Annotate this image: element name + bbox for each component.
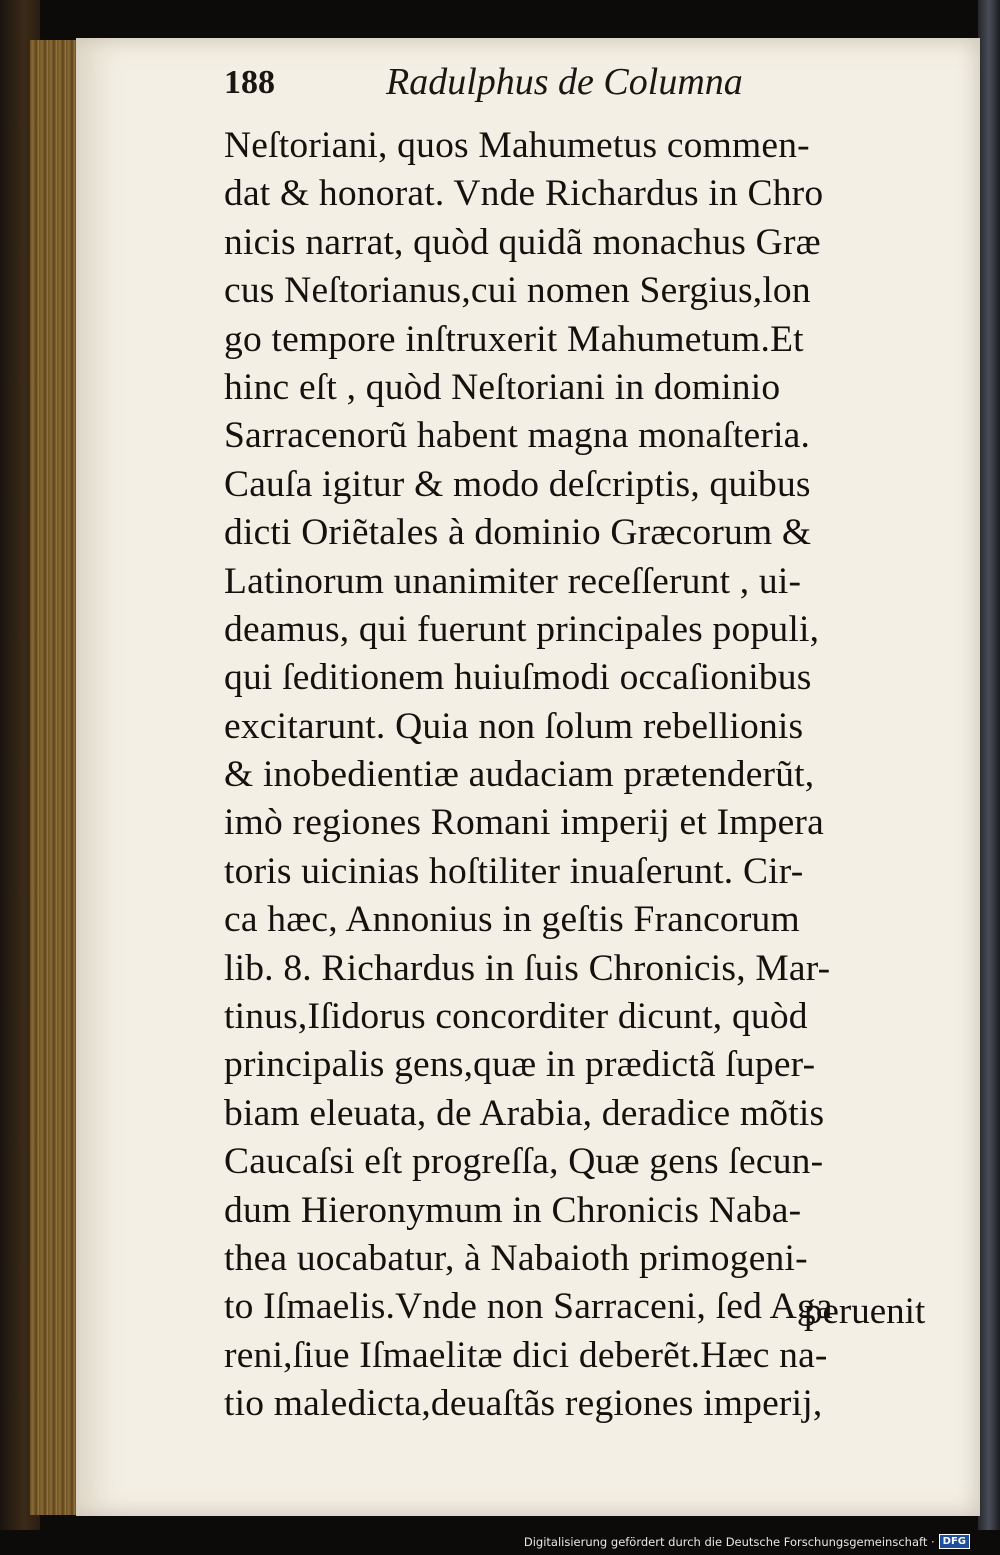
text-line: tio maledicta,deuaſtãs regiones imperij, [224, 1383, 823, 1425]
text-line: toris uicinias hoſtiliter inuaſerunt. Cir- [224, 850, 804, 892]
text-line: reni,ſiue Iſmaelitæ dici deberẽt.Hæc na- [224, 1334, 828, 1376]
catchword: peruenit [804, 1291, 926, 1332]
text-line: Cauſa igitur & modo deſcriptis, quibus [224, 463, 811, 505]
text-line: qui ſeditionem huiuſmodi occaſionibus [224, 657, 812, 699]
text-line: excitarunt. Quia non ſolum rebellionis [224, 705, 804, 747]
page-number: 188 [224, 64, 275, 101]
text-line: Sarracenorũ habent magna monaſteria. [224, 415, 811, 457]
digitization-credit [524, 1534, 970, 1549]
text-line: to Iſmaelis.Vnde non Sarraceni, ſed Aga [224, 1286, 833, 1328]
book-cover-right-edge [978, 0, 1000, 1530]
text-line: go tempore inſtruxerit Mahumetum.Et [224, 318, 804, 360]
text-line: biam eleuata, de Arabia, deradice mõtis [224, 1092, 825, 1134]
running-title: Radulphus de Columna [386, 61, 743, 103]
text-line: Caucaſsi eſt progreſſa, Quæ gens ſecun- [224, 1141, 824, 1183]
text-line: nicis narrat, quòd quidã monachus Græ [224, 221, 821, 263]
body-text [224, 122, 964, 1429]
dfg-logo: DFG [939, 1534, 970, 1549]
text-line: Latinorum unanimiter receſſerunt , ui- [224, 560, 802, 602]
text-line: lib. 8. Richardus in ſuis Chronicis, Mar- [224, 947, 831, 989]
text-line: dum Hieronymum in Chronicis Naba- [224, 1189, 802, 1231]
text-line: cus Neſtorianus,cui nomen Sergius,lon [224, 270, 811, 312]
text-line: thea uocabatur, à Nabaioth primogeni- [224, 1237, 808, 1279]
text-line: & inobedientiæ audaciam prætenderũt, [224, 754, 815, 796]
text-line: hinc eſt , quòd Neſtoriani in dominio [224, 366, 781, 408]
text-line: tinus,Iſidorus concorditer dicunt, quòd [224, 996, 808, 1038]
text-line: dicti Oriẽtales à dominio Græcorum & [224, 512, 812, 554]
text-line: deamus, qui fuerunt principales populi, [224, 608, 820, 650]
text-line: principalis gens,quæ in prædictã ſuper- [224, 1044, 816, 1086]
page-stack-edges [30, 40, 80, 1515]
text-line: imò regiones Romani imperij et Impera [224, 802, 824, 844]
credit-text: Digitalisierung gefördert durch die Deutsche Forschungsgemeinschaft · [523, 1534, 935, 1549]
page-header [224, 60, 844, 120]
text-line: ca hæc, Annonius in geſtis Francorum [224, 899, 800, 941]
text-line: Neſtoriani, quos Mahumetus commen- [224, 125, 810, 166]
text-line: dat & honorat. Vnde Richardus in Chro [224, 173, 824, 215]
